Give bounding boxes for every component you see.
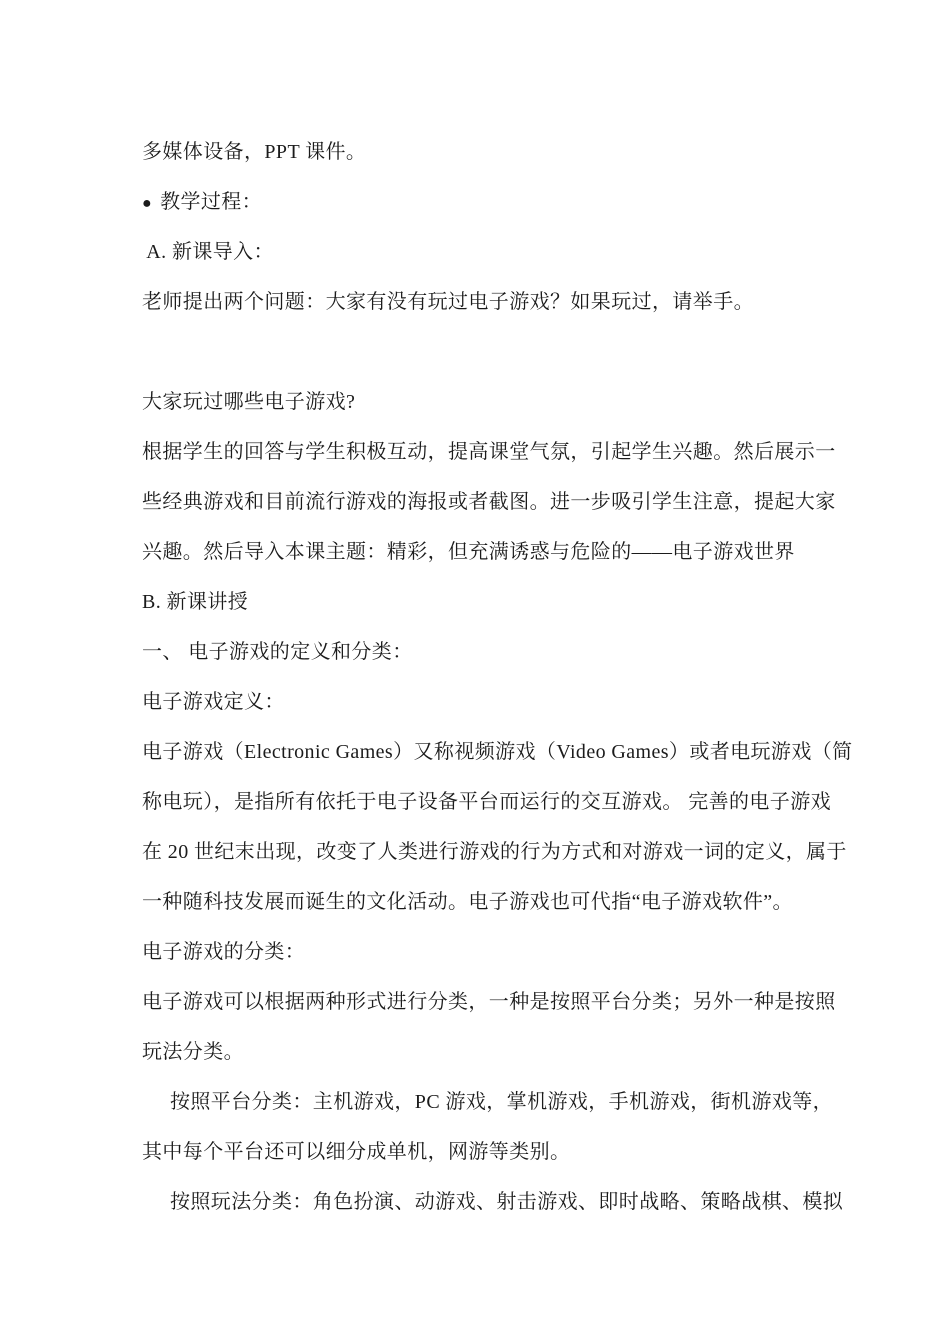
text-line: 老师提出两个问题：大家有没有玩过电子游戏？如果玩过，请举手。 [142, 291, 754, 313]
text-line: 称电玩），是指所有依托于电子设备平台而运行的交互游戏。 完善的电子游戏 [142, 791, 831, 813]
text-line: B. 新课讲授 [142, 591, 249, 613]
text-line: 电子游戏（Electronic Games）又称视频游戏（Video Games）或者电玩游戏（简 [142, 741, 853, 763]
text-line: 电子游戏可以根据两种形式进行分类，一种是按照平台分类；另外一种是按照 [142, 991, 836, 1013]
text-line: 在 20 世纪末出现，改变了人类进行游戏的行为方式和对游戏一词的定义，属于 [142, 841, 847, 863]
text-line: 兴趣。然后导入本课主题：精彩，但充满诱惑与危险的——电子游戏世界 [142, 541, 795, 563]
document-body [142, 127, 853, 1227]
text-line: A. 新课导入： [142, 241, 274, 263]
text-line [142, 177, 842, 227]
text-line: 其中每个平台还可以细分成单机，网游等类别。 [142, 1141, 571, 1163]
text-line-label: 教学过程： [160, 191, 263, 213]
text-line: 玩法分类。 [142, 1041, 244, 1063]
text-line: 电子游戏的分类： [142, 941, 306, 963]
text-line: 按照平台分类：主机游戏，PC 游戏，掌机游戏，手机游戏，街机游戏等， [170, 1091, 834, 1113]
bullet-icon: ● [142, 195, 153, 212]
text-line: 一种随科技发展而诞生的文化活动。电子游戏也可代指“电子游戏软件”。 [142, 891, 793, 913]
text-line: 一、 电子游戏的定义和分类： [142, 641, 413, 663]
text-line: 些经典游戏和目前流行游戏的海报或者截图。进一步吸引学生注意，提起大家 [142, 491, 836, 513]
blank-line [142, 327, 842, 377]
text-line: 按照玩法分类：角色扮演、动游戏、射击游戏、即时战略、策略战棋、模拟 [170, 1191, 844, 1213]
text-line: 根据学生的回答与学生积极互动，提高课堂气氛，引起学生兴趣。然后展示一 [142, 441, 836, 463]
text-line: 电子游戏定义： [142, 691, 285, 713]
text-line: 多媒体设备，PPT 课件。 [142, 141, 367, 163]
text-line: 大家玩过哪些电子游戏? [142, 391, 356, 413]
